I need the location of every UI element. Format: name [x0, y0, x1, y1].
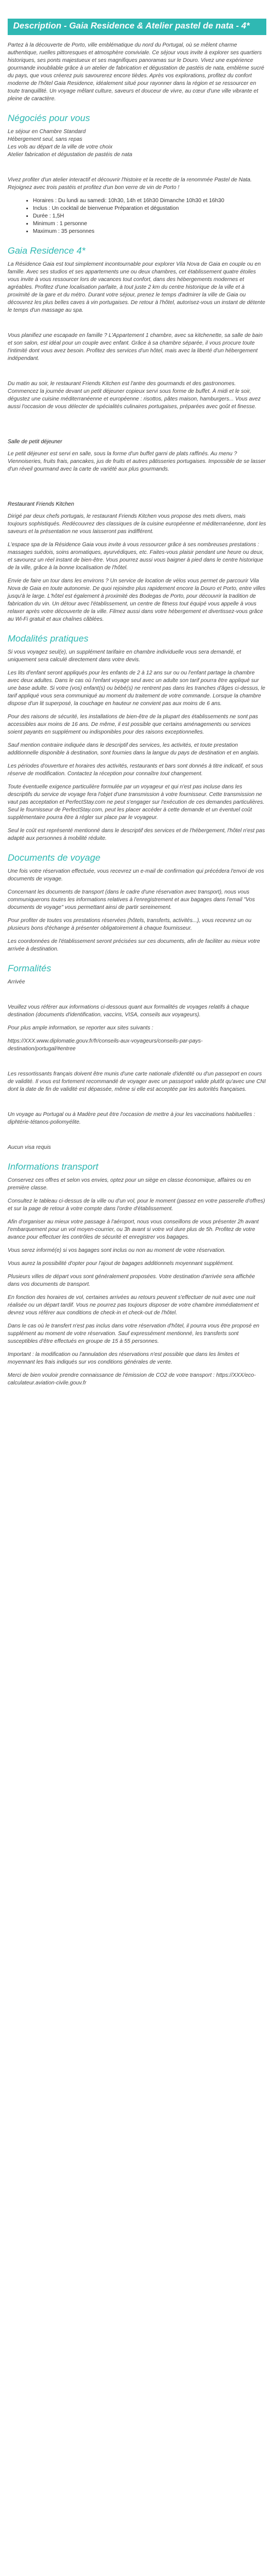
negocies-facts-list: [8, 197, 266, 236]
transport-paragraph-9: Important : la modification ou l'annulation des réservations n'est possible que dans les limites et moyennant les frais indiqués sur vos conditions générales de vente.: [8, 1352, 239, 1365]
transport-paragraph-6: Plusieurs villes de départ vous sont généralement proposées. Votre destination d'arrivée sera affichée dans vos documents de transport.: [8, 1274, 255, 1287]
documents-paragraph-1: Une fois votre réservation effectuée, vous recevrez un e-mail de confirmation qui précédera l'envoi de vos documents de voyage.: [8, 868, 264, 882]
formalites-paragraph-2: Veuillez vous référer aux informations ci-dessous quant aux formalités de voyages relatifs à chaque destination (documents d'identification, vaccins, VISA, conseils aux voyageurs).: [8, 1004, 249, 1018]
intro-paragraph: Partez à la découverte de Porto, ville emblématique du nord du Portugal, où se mêlent charme authentique, ruelles pittoresques et atmosphère conviviale. Ce séjour vous invite à explorer ses quartiers historiques, ses ponts majestueux et ses magnifiques panoramas sur le Douro. Vivez une expérience gourmande inoubliable grâce à un atelier de fabrication et dégustation de pastéis de nata, emblème sucré du pays, que vous créerez puis savourerez encore tièdes. Après vos explorations, profitez du confort moderne de l'hôtel Gaia Residence, idéalement situé pour rayonner dans la région et se ressourcer en toute tranquillité. Un voyage mêlant culture, saveurs et douceur de vivre, au cœur d'une ville vibrante et pleine de caractère.: [8, 42, 265, 102]
fact-item: • Durée : 1,5H: [33, 213, 266, 220]
gaia-paragraph-5: Dirigé par deux chefs portugais, le restaurant Friends Kitchen vous propose des mets divers, mais toujours sophistiqués. Redécouvrez des classiques de la cuisine européenne et méditerranéenne, dont les saveurs et la présentation ne vous laisseront pas indifférent.: [8, 513, 266, 535]
transport-paragraph-8: Dans le cas où le transfert n'est pas inclus dans votre réservation d'hôtel, il pourra vous être proposé en supplément au moment de votre réservation. Sauf expressément mentionné, les transferts sont susceptibles d'être effectués en groupe de 15 à 55 personnes.: [8, 1323, 260, 1344]
section-heading-documents: Documents de voyage: [8, 852, 101, 863]
formalites-arrival-label: Arrivée: [8, 979, 25, 985]
section-heading-modalites: Modalités pratiques: [8, 633, 89, 644]
section-heading-transport: Informations transport: [8, 1161, 99, 1172]
negocies-line-2: Hébergement seul, sans repas: [8, 136, 83, 142]
transport-paragraph-4: Vous serez informé(e) si vos bagages sont inclus ou non au moment de votre réservation.: [8, 1247, 226, 1253]
section-heading-gaia: Gaia Residence 4*: [8, 245, 85, 256]
fact-item: • Inclus : Un cocktail de bienvenue Préparation et dégustation: [33, 205, 266, 213]
modalites-paragraph-6: Toute éventuelle exigence particulière formulée par un voyageur et qui n'est pas incluse dans les descriptifs du service de voyage fera l'objet d'une transmission à votre fournisseur. Cette transmission ne vaut pas acceptation et PerfectStay.com ne peut s'engager sur l'exécution de ces demandes particulières. Seul le fournisseur de PerfectStay.com, peut les placer accéder à cette demande et un éventuel coût supplémentaire pourra être à régler sur place par le voyageur.: [8, 784, 265, 821]
content: [0, 42, 274, 1387]
documents-paragraph-2: Concernant les documents de transport (dans le cadre d'une réservation avec transport), nous vous communiquerons toutes les informations relatives à l'enregistrement et aux bagages dans l'email "Vos documents de voyage" vous permettant ainsi de partir sereinement.: [8, 889, 255, 911]
formalites-paragraph-4: Les ressortissants français doivent être munis d'une carte nationale d'identité ou d'un passeport en cours de validité. Il vous est fortement recommandé de voyager avec un passeport valide plutôt qu'avec une CNI dont la date de fin de validité est dépassée, même si elle est acceptée par les autorités françaises.: [8, 1071, 266, 1092]
transport-paragraph-2: Consultez le tableau ci-dessus de la ville ou d'un vol, pour le moment (passez en votre passerelle d'offres) et sur la page de retour à votre compte dans l'ordre d'établissement.: [8, 1198, 265, 1212]
fact-item: • Maximum : 35 personnes: [33, 228, 266, 236]
transport-paragraph-10: Merci de bien vouloir prendre connaissance de l'émission de CO2 de votre transport : https://XXX/eco-calculateur.aviation-civile.gouv.fr: [8, 1372, 256, 1386]
transport-paragraph-3: Afin d'organiser au mieux votre passage à l'aéroport, nous vous conseillons de vous présenter 2h avant l'embarquement pour un vol moyen-courrier, ou 3h avant si votre vol dure plus de 5h. Profitez de votre avance pour effectuer les contrôles de sécurité et enregistrer vos bagages.: [8, 1219, 259, 1240]
negocies-line-4: Atelier fabrication et dégustation de pastéis de nata: [8, 152, 133, 158]
formalites-paragraph-5: Un voyage au Portugal ou à Madère peut être l'occasion de mettre à jour les vaccinations habituelles : diphtérie-tétanos-poliomyélite.: [8, 1112, 255, 1125]
modalites-paragraph-7: Seul le coût est représenté mentionné dans le descriptif des services et de l'hébergement, l'hôtel n'est pas adapté aux personnes à mobilité réduite.: [8, 828, 265, 842]
modalites-paragraph-4: Sauf mention contraire indiquée dans le descriptif des services, les activités, et toute prestation additionnelle disponible à destination, sont fournies dans la langue du pays de destination et en anglais.: [8, 742, 260, 756]
modalites-paragraph-1: Si vous voyagez seul(e), un supplément tarifaire en chambre individuelle vous sera demandé, et uniquement sera calculé directement dans votre devis.: [8, 649, 241, 663]
fact-item: • Horaires : Du lundi au samedi: 10h30, 14h et 16h30 Dimanche 10h30 et 16h30: [33, 197, 266, 205]
modalites-paragraph-3: Pour des raisons de sécurité, les installations de bien-être de la plupart des établissements ne sont pas accessibles aux moins de 16 ans. De même, il est possible que certains aménagements ou services soient payants en supplément ou indisponibles pour des raisons exceptionnelles.: [8, 714, 258, 735]
fact-item: • Minimum : 1 personne: [33, 220, 266, 228]
gaia-paragraph-3: Du matin au soir, le restaurant Friends Kitchen est l'antre des gourmands et des gastronomes. Commencez la journée devant un petit déjeuner copieux servi sous forme de buffet. À midi et le soir, dégustez une cuisine méditerranéenne et européenne : risottos, pâtes maison, hamburgers... Vous avez aussi l'occasion de vous délecter de spécialités culinaires portugaises, préparées avec goût et finesse.: [8, 381, 261, 410]
gaia-paragraph-6: L'espace spa de la Résidence Gaia vous invite à vous ressourcer grâce à ses nombreuses prestations : massages suédois, soins aromatiques, ayurvédiques, etc. Faites-vous plaisir pendant une heure ou deux, et savourez un réel instant de bien-être. Vous pourrez aussi vous baigner à pied dans le centre historique de la ville, grâce à la bonne localisation de l'hôtel.: [8, 542, 264, 571]
modalites-paragraph-5: Les périodes d'ouverture et horaires des activités, restaurants et bars sont donnés à titre indicatif, et sous réserve de modification. Contactez la réception pour connaître tout changement.: [8, 763, 264, 777]
gaia-paragraph-1: La Résidence Gaia est tout simplement incontournable pour explorer Vila Nova de Gaia en couple ou en famille. Avec ses studios et ses appartements une ou deux chambres, cet établissement quatre étoiles vous invite à vous ressourcer lors de vacances tout confort, dans des hébergements modernes et agréables. Profitez d'une localisation parfaite, à tout juste 2 km du centre historique de la ville et à proximité de la gare et du métro. Durant votre séjour, prenez le temps d'admirer la ville de Gaia ou découvrez les plus belles caves à vin portugaises. De retour à l'hôtel, autorisez-vous un instant de détente le temps d'un massage au spa.: [8, 261, 265, 313]
formalites-paragraph-3: Pour plus ample information, se reporter aux sites suivants :: [8, 1025, 153, 1031]
section-heading-negocies: Négociés pour vous: [8, 113, 90, 123]
page-title: Description - Gaia Residence & Atelier pastel de nata - 4*: [8, 19, 266, 35]
subheading-breakfast: Salle de petit déjeuner: [8, 439, 62, 445]
gaia-paragraph-2: Vous planifiez une escapade en famille ? L'Appartement 1 chambre, avec sa kitchenette, sa salle de bain et son salon, est idéal pour un couple avec enfant. Grâce à sa chambre séparée, il vous procure toute l'intimité dont vous avez besoin. Profitez des services d'un hôtel, mais avec la liberté d'un hébergement indépendant.: [8, 333, 263, 362]
documents-paragraph-4: Les coordonnées de l'établissement seront précisées sur ces documents, afin de faciliter au mieux votre arrivée à destination.: [8, 938, 260, 952]
formalites-no-visa: Aucun visa requis: [8, 1144, 51, 1150]
negocies-line-3: Les vols au départ de la ville de votre choix: [8, 144, 113, 150]
gaia-paragraph-4: Le petit déjeuner est servi en salle, sous la forme d'un buffet garni de plats raffinés. Au menu ? Viennoiseries, fruits frais, pancakes, jus de fruits et autres pâtisseries portugaises. Impossible de se lasser d'un réveil gourmand avec la carte de variété aux plus gourmands.: [8, 451, 266, 472]
modalites-paragraph-2: Les lits d'enfant seront appliqués pour les enfants de 2 à 12 ans sur ou ou l'enfant partage la chambre avec deux adultes. Dans le cas où l'enfant voyage seul avec un adulte son tarif pourra être appliqué sur une base adulte. Si votre (vos) enfant(s) ou bébé(s) ne rentrent pas dans les tranches d'âges ci-dessus, le tarif appliqué vous sera communiqué au moment du traitement de votre commande. Lorsque la chambre dispose d'un lit superposé, la couchage en hauteur ne convient pas aux moins de 6 ans.: [8, 670, 265, 707]
formalites-url[interactable]: https://XXX.www.diplomatie.gouv.fr/fr/conseils-aux-voyageurs/conseils-par-pays-destination/portugal/#entree: [8, 1038, 203, 1052]
transport-paragraph-1: Conservez ces offres et selon vos envies, optez pour un siège en classe économique, affaires ou en première classe.: [8, 1177, 251, 1191]
transport-paragraph-7: En fonction des horaires de vol, certaines arrivées au retours peuvent s'effectuer de nuit avec une nuit réalisée ou un départ tardif. Vous ne pourrez pas toujours disposer de votre chambre immédiatement et devrez vous référer aux conditions de check-in et check-out de l'hôtel.: [8, 1295, 259, 1316]
negocies-line-1: Le séjour en Chambre Standard: [8, 129, 86, 135]
transport-paragraph-5: Vous aurez la possibilité d'opter pour l'ajout de bagages additionnels moyennant supplément.: [8, 1261, 234, 1267]
section-heading-formalites: Formalités: [8, 963, 52, 974]
negocies-note: Vivez profiter d'un atelier interactif et découvrir l'histoire et la recette de la renommée Pastel de Nata. Rejoignez avec trois pastéis et profitez d'un bon verre de vin de Porto !: [8, 177, 252, 191]
documents-paragraph-3: Pour profiter de toutes vos prestations réservées (hôtels, transferts, activités...), vous recevrez un ou plusieurs bons d'échange à présenter obligatoirement à chaque fournisseur.: [8, 918, 252, 931]
gaia-paragraph-7: Envie de faire un tour dans les environs ? Un service de location de vélos vous permet de parcourir Vila Nova de Gaia en toute autonomie. De quoi rejoindre plus rapidement encore la Douro et Porto, entre villes jusqu'à le large. L'hôtel est également à proximité des Bodegas de Porto, pour découvrir la tradition de fabrication du vin. Un détour avec l'établissement, un centre de fitness tout équipé vous appelle à vous relaxer après votre découverte de la ville. Filmez aussi dans votre hébergement et divertissez-vous grâce au Wi-Fi gratuit et aux chaînes câblées.: [8, 578, 266, 622]
subheading-restaurant: Restaurant Friends Kitchen: [8, 501, 75, 507]
